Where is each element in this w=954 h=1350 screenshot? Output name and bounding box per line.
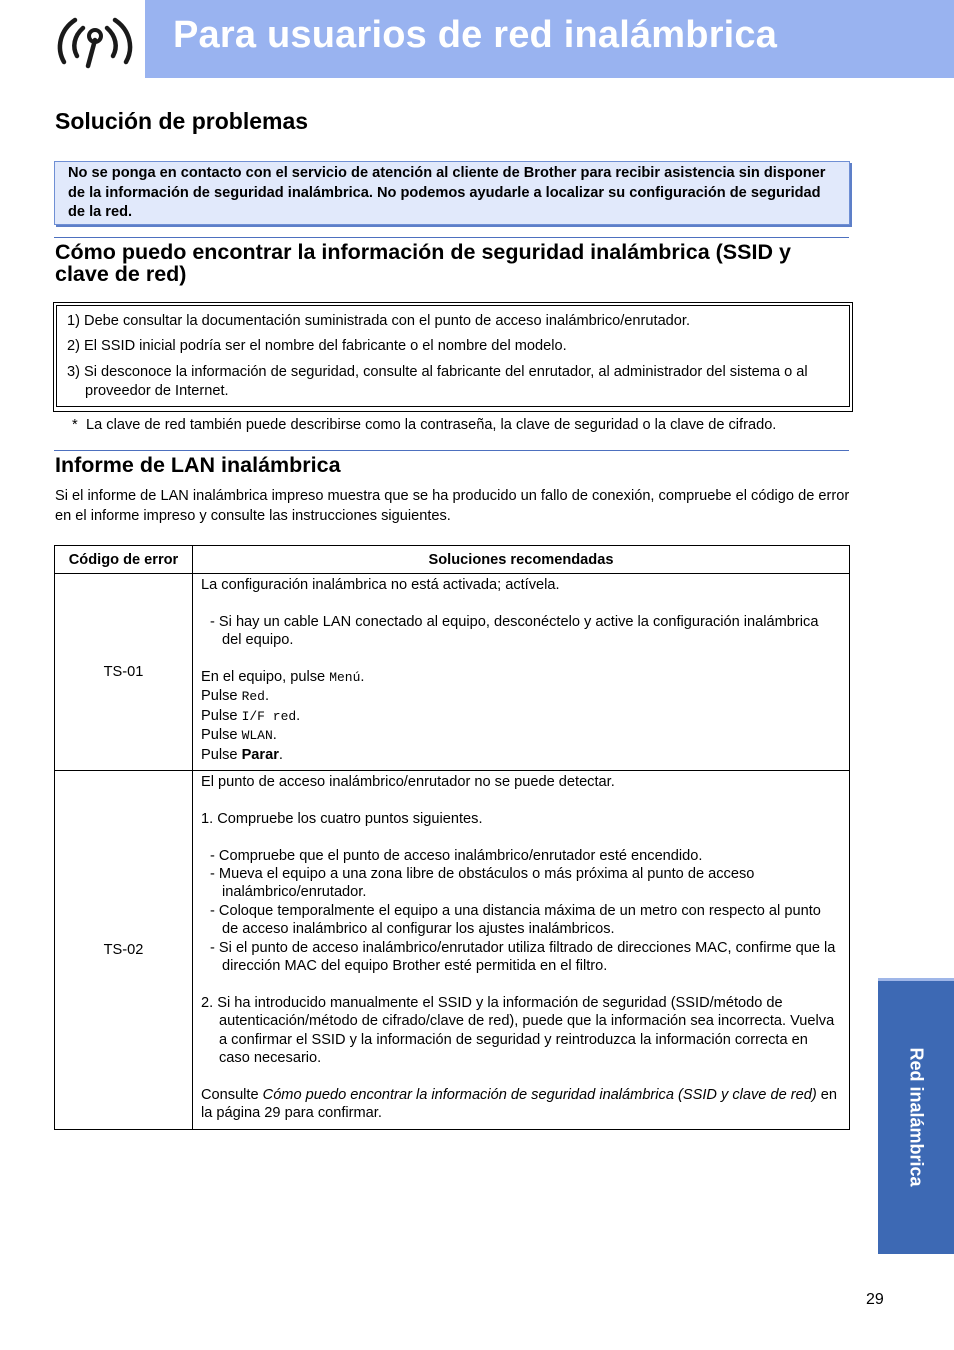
solution-step: 2. Si ha introducido manualmente el SSID y la información de seguridad (SSID/método de autenticación/método de cifrado/clave de red), puede que la información sea incorrecta. Vuelva a confirmar el SSID y la información de seguridad y reintroduzca la información correcta en caso necesario. xyxy=(201,994,835,1067)
section-divider xyxy=(54,237,849,238)
side-tab-label: Red inalámbrica xyxy=(906,1047,927,1187)
table-row xyxy=(55,574,850,771)
reference-title: Cómo puedo encontrar la información de seguridad inalámbrica (SSID y clave de red) xyxy=(262,1086,817,1103)
error-code-ts02: TS-02 xyxy=(55,771,193,1130)
column-header-solutions: Soluciones recomendadas xyxy=(193,546,850,574)
solution-text: El punto de acceso inalámbrico/enrutador no se puede detectar. xyxy=(201,774,615,791)
page-title: Para usuarios de red inalámbrica xyxy=(173,14,778,56)
header-band xyxy=(145,0,954,78)
page-reference: Consulte Cómo puedo encontrar la información de seguridad inalámbrica (SSID y clave de red) en la página 29 para confirmar. xyxy=(201,1086,837,1122)
solution-ts02 xyxy=(193,771,850,1130)
key-parar: Parar xyxy=(241,746,279,763)
list-item: 1) Debe consultar la documentación suministrada con el punto de acceso inalámbrico/enrutador. xyxy=(67,313,691,329)
section-divider xyxy=(54,450,849,451)
side-tab-wireless xyxy=(878,978,954,1254)
solution-bullet: - Mueva el equipo a una zona libre de obstáculos o más próxima al punto de acceso inalámbrico/enrutador. xyxy=(210,866,755,901)
step-if-red: Pulse I/F red. xyxy=(201,707,301,724)
solution-step: 1. Compruebe los cuatro puntos siguientes. xyxy=(201,810,483,827)
footnote-marker: * xyxy=(72,417,78,433)
solution-bullet: - Compruebe que el punto de acceso inalámbrico/enrutador esté encendido. xyxy=(210,847,703,864)
footnote-text: La clave de red también puede describirse como la contraseña, la clave de seguridad o la clave de cifrado. xyxy=(86,417,777,433)
key-menu: Menú xyxy=(329,670,361,685)
wlan-report-heading: Informe de LAN inalámbrica xyxy=(55,453,341,477)
wireless-network-icon xyxy=(50,10,140,70)
step-wlan: Pulse WLAN. xyxy=(201,727,277,744)
solution-bullet: - Si el punto de acceso inalámbrico/enrutador utiliza filtrado de direcciones MAC, confirme que la dirección MAC del equipo Brother esté permitida en el filtro. xyxy=(210,939,836,975)
troubleshooting-heading: Solución de problemas xyxy=(55,108,309,134)
list-item: 3) Si desconoce la información de seguridad, consulte al fabricante del enrutador, al administrador del sistema o al proveedor de Internet. xyxy=(67,364,808,399)
step-menu: En el equipo, pulse Menú. xyxy=(201,669,365,685)
wlan-report-intro: Si el informe de LAN inalámbrica impreso muestra que se ha producido un fallo de conexión, compruebe el código de error en el informe impreso y consulte las instrucciones siguientes. xyxy=(55,488,850,524)
table-header-row xyxy=(55,546,850,574)
page-number: 29 xyxy=(866,1291,884,1308)
security-info-box xyxy=(53,302,853,412)
error-code-table xyxy=(54,545,850,1130)
solution-ts01 xyxy=(193,574,850,771)
solution-text: La configuración inalámbrica no está activada; actívela. xyxy=(201,577,560,593)
step-red: Pulse Red. xyxy=(201,688,270,705)
key-if-red: I/F red xyxy=(241,708,297,724)
network-key-footnote xyxy=(72,417,776,433)
solution-bullet: - Si hay un cable LAN conectado al equipo, desconéctelo y active la configuración inalámbrica del equipo. xyxy=(210,613,819,649)
solution-bullet: - Coloque temporalmente el equipo a una distancia máxima de un metro con respecto al punto de acceso inalámbrico al configurar los ajustes inalámbricos. xyxy=(210,902,821,938)
security-info-heading: Cómo puedo encontrar la información de seguridad inalámbrica (SSID y clave de red) xyxy=(55,240,791,286)
error-code-ts01: TS-01 xyxy=(55,574,193,771)
key-wlan: WLAN xyxy=(241,728,273,744)
column-header-error-code: Código de error xyxy=(55,546,193,574)
step-parar: Pulse Parar. xyxy=(201,746,283,763)
table-row xyxy=(55,771,850,1130)
list-item: 2) El SSID inicial podría ser el nombre del fabricante o el nombre del modelo. xyxy=(67,338,567,354)
key-red: Red xyxy=(241,689,265,705)
support-notice: No se ponga en contacto con el servicio de atención al cliente de Brother para recibir asistencia sin disponer de la información de seguridad inalámbrica. No podemos ayudarle a localizar su configuración de seguridad de la red. xyxy=(54,161,850,225)
